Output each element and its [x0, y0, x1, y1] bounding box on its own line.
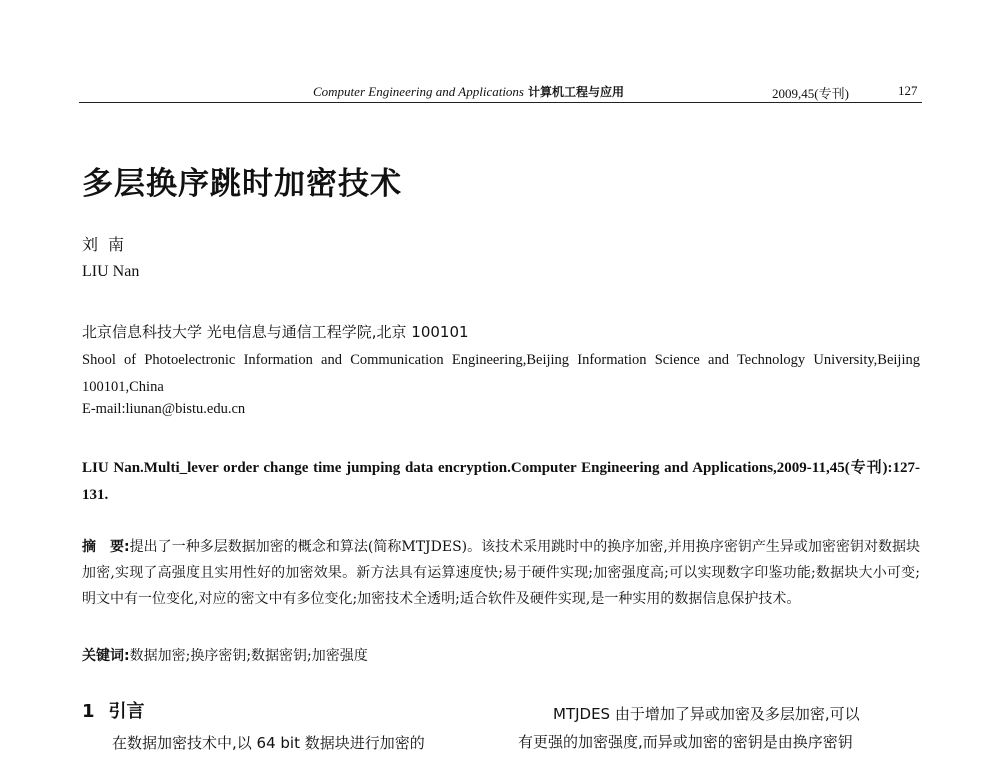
- paper-title: 多层换序跳时加密技术: [82, 166, 402, 202]
- affiliation-cn: 北京信息科技大学 光电信息与通信工程学院,北京 100101: [82, 323, 469, 341]
- author-name-cn: 刘南: [82, 235, 135, 254]
- journal-name-cn: 计算机工程与应用: [528, 85, 625, 99]
- body-text-right-line2: 有更强的加密强度,而异或加密的密钥是由换序密钥: [518, 733, 853, 751]
- body-text-left: 在数据加密技术中,以 64 bit 数据块进行加密的: [112, 734, 425, 752]
- section-title: 引言: [108, 701, 145, 722]
- body-text-right-line1: MTJDES 由于增加了异或加密及多层加密,可以: [553, 705, 860, 723]
- abstract-text: 提出了一种多层数据加密的概念和算法(简称MTJDES)。该技术采用跳时中的换序加密,并用换序密钥产生异或加密密钥对数据块加密,实现了高强度且实用性好的加密效果。新方法具有运算速度快;易于硬件实现;加密强度高;可以实现数字印鉴功能;数据块大小可变;明文中有一位变化,对应的密文中有多位变化;加密技术全透明;适合软件及硬件实现,是一种实用的数据信息保护技术。: [82, 539, 920, 607]
- abstract-label: 摘 要:: [82, 539, 130, 555]
- header-rule: [79, 102, 922, 103]
- abstract: [82, 534, 920, 612]
- journal-name: [313, 83, 624, 100]
- journal-name-en: Computer Engineering and Applications: [313, 84, 524, 99]
- keywords-label: 关键词:: [82, 648, 130, 664]
- author-email: E-mail:liunan@bistu.edu.cn: [82, 401, 246, 417]
- keywords: [82, 645, 368, 665]
- affiliation-en: Shool of Photoelectronic Information and Communication Engineering,Beijing Information Science and Technology University,Beijing 100101,China: [82, 352, 920, 395]
- keywords-text: 数据加密;换序密钥;数据密钥;加密强度: [129, 648, 368, 664]
- citation: LIU Nan.Multi_lever order change time jumping data encryption.Computer Engineering and Applications,2009-11,45(专刊):127-131.: [82, 460, 920, 503]
- page-number: 127: [898, 83, 918, 98]
- issue-info: 2009,45(专刊): [772, 86, 849, 101]
- section-heading: [82, 697, 145, 723]
- section-number: 1: [82, 701, 95, 722]
- author-name-en: LIU Nan: [82, 263, 140, 280]
